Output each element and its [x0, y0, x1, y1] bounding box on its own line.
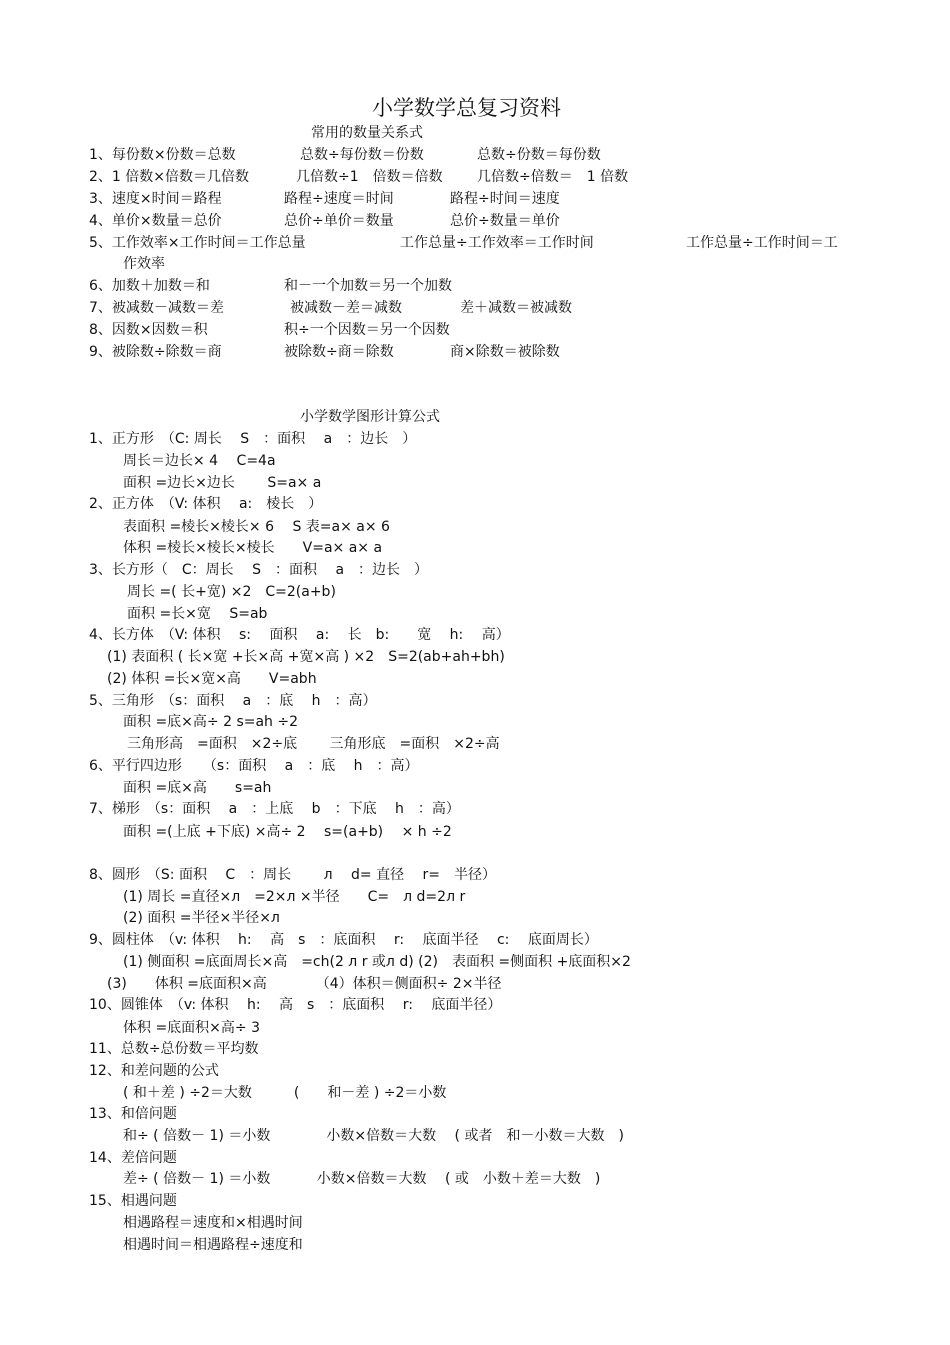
square-perimeter: 周长＝边长× 4 C=4a: [123, 453, 276, 469]
triangle-height-base: 三角形高 =面积 ×2÷底 三角形底 =面积 ×2÷高: [127, 736, 500, 752]
relation-2-col1: 2、1 倍数×倍数＝几倍数: [89, 169, 249, 185]
relation-9-col1: 9、被除数÷除数＝商: [89, 344, 222, 360]
relation-2-col3: 几倍数÷倍数＝ 1 倍数: [477, 169, 629, 185]
relation-2-col2: 几倍数÷1 倍数＝倍数: [296, 169, 443, 185]
meeting-time-formula: 相遇时间＝相遇路程÷速度和: [123, 1237, 303, 1253]
triangle-area: 面积 =底×高÷ 2 s=ah ÷2: [123, 714, 299, 730]
cube-heading: 2、正方体 （V: 体积 a: 棱长 ）: [89, 496, 323, 512]
relation-3-col3: 路程÷时间＝速度: [450, 191, 560, 207]
square-area: 面积 =边长×边长 S=a× a: [123, 475, 322, 491]
cube-surface-area: 表面积 =棱长×棱长× 6 S 表=a× a× 6: [123, 519, 390, 535]
cone-heading: 10、圆锥体 （v: 体积 h: 高 s ：底面积 r: 底面半径）: [89, 997, 502, 1013]
relation-8-col2: 积÷一个因数＝另一个因数: [284, 322, 450, 338]
difference-multiple-formula: 差÷ ( 倍数－ 1) ＝小数 小数×倍数＝大数 ( 或 小数＋差＝大数 ): [123, 1171, 601, 1187]
triangle-heading: 5、三角形 （s：面积 a ：底 h ：高）: [89, 693, 377, 709]
relation-3-col1: 3、速度×时间＝路程: [89, 191, 222, 207]
relation-8-col1: 8、因数×因数＝积: [89, 322, 208, 338]
sum-difference-heading: 12、和差问题的公式: [89, 1063, 219, 1079]
meeting-problem-heading: 15、相遇问题: [89, 1193, 177, 1209]
section-title-geometry-formulas: 小学数学图形计算公式: [300, 409, 440, 425]
relation-4-col2: 总价÷单价＝数量: [284, 213, 394, 229]
trapezoid-area: 面积 =(上底 +下底) ×高÷ 2 s=(a+b) × h ÷2: [123, 824, 452, 840]
relation-1-col3: 总数÷份数＝每份数: [477, 147, 601, 163]
section-title-quantity-relations: 常用的数量关系式: [311, 125, 423, 141]
circle-heading: 8、圆形 （S: 面积 C ：周长 л d= 直径 r= 半径）: [89, 867, 497, 883]
average-formula: 11、总数÷总份数＝平均数: [89, 1041, 259, 1057]
relation-5-wrap: 作效率: [123, 256, 165, 272]
cuboid-surface-area: (1) 表面积 ( 长×宽 +长×高 +宽×高 ) ×2 S=2(ab+ah+bh): [107, 649, 505, 665]
cone-volume: 体积 =底面积×高÷ 3: [123, 1020, 260, 1036]
cube-volume: 体积 =棱长×棱长×棱长 V=a× a× a: [123, 540, 383, 556]
trapezoid-heading: 7、梯形 （s：面积 a ：上底 b ：下底 h ：高）: [89, 801, 460, 817]
cuboid-volume: (2) 体积 =长×宽×高 V=abh: [107, 671, 317, 687]
rectangle-area: 面积 =长×宽 S=ab: [127, 606, 268, 622]
relation-1-col2: 总数÷每份数＝份数: [300, 147, 424, 163]
cylinder-volume: (3) 体积 =底面积×高 （4）体积＝侧面积÷ 2×半径: [107, 976, 502, 992]
relation-4-col1: 4、单价×数量＝总价: [89, 213, 222, 229]
page-title: 小学数学总复习资料: [372, 96, 561, 120]
parallelogram-area: 面积 =底×高 s=ah: [123, 780, 272, 796]
sum-difference-formula: ( 和＋差 ) ÷2＝大数 ( 和－差 ) ÷2＝小数: [123, 1085, 447, 1101]
rectangle-heading: 3、长方形（ C：周长 S ：面积 a ：边长 ）: [89, 562, 429, 578]
relation-5-col1: 5、工作效率×工作时间＝工作总量: [89, 235, 306, 251]
sum-multiple-heading: 13、和倍问题: [89, 1106, 177, 1122]
relation-7-col1: 7、被减数－减数＝差: [89, 300, 224, 316]
sum-multiple-formula: 和÷ ( 倍数－ 1) ＝小数 小数×倍数＝大数 ( 或者 和－小数＝大数 ): [123, 1128, 624, 1144]
cuboid-heading: 4、长方体 （V: 体积 s: 面积 a: 长 b: 宽 h: 高）: [89, 627, 510, 643]
parallelogram-heading: 6、平行四边形 （s：面积 a ：底 h ：高）: [89, 758, 419, 774]
relation-6-col2: 和－一个加数＝另一个加数: [284, 278, 452, 294]
relation-6-col1: 6、加数＋加数＝和: [89, 278, 210, 294]
rectangle-perimeter: 周长 =( 长+宽) ×2 C=2(a+b): [127, 584, 336, 600]
relation-1-col1: 1、每份数×份数＝总数: [89, 147, 236, 163]
relation-7-col2: 被减数－差＝减数: [290, 300, 402, 316]
relation-5-col2: 工作总量÷工作效率＝工作时间: [400, 235, 594, 251]
relation-9-col3: 商×除数＝被除数: [450, 344, 560, 360]
cylinder-surface: (1) 侧面积 =底面周长×高 =ch(2 л r 或л d) (2) 表面积 =侧面积 +底面积×2: [123, 954, 631, 970]
relation-4-col3: 总价÷数量＝单价: [450, 213, 560, 229]
meeting-distance-formula: 相遇路程＝速度和×相遇时间: [123, 1215, 303, 1231]
relation-9-col2: 被除数÷商＝除数: [284, 344, 394, 360]
cylinder-heading: 9、圆柱体 （v: 体积 h: 高 s ：底面积 r: 底面半径 c: 底面周长）: [89, 932, 598, 948]
circle-area: (2) 面积 =半径×半径×л: [123, 910, 280, 926]
relation-5-col3: 工作总量÷工作时间＝工: [686, 235, 838, 251]
difference-multiple-heading: 14、差倍问题: [89, 1150, 177, 1166]
square-heading: 1、正方形 （C: 周长 S ：面积 a ：边长 ）: [89, 431, 417, 447]
circle-circumference: (1) 周长 =直径×л =2×л ×半径 C= л d=2л r: [123, 889, 466, 905]
relation-7-col3: 差＋减数＝被减数: [460, 300, 572, 316]
relation-3-col2: 路程÷速度＝时间: [284, 191, 394, 207]
